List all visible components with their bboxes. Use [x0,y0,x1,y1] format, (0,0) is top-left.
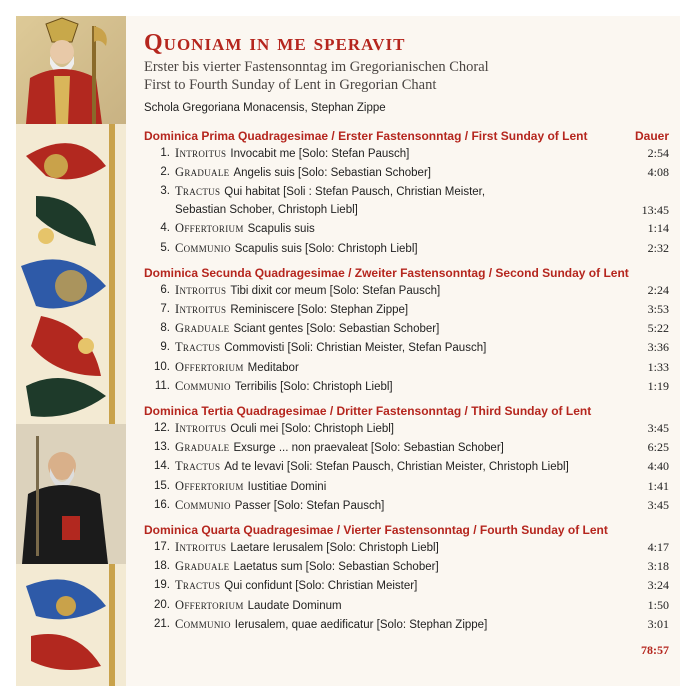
track-genre: Communio [175,497,231,512]
track-text: Meditabor [247,361,299,374]
track-duration: 4:17 [647,540,669,555]
track-number: 16. [154,498,170,511]
track-number: 19. [154,579,170,592]
track-text: Angelis suis [Solo: Sebastian Schober] [233,167,431,180]
track-row [144,457,669,476]
track-genre: Offertorium [175,478,244,493]
track-number: 9. [160,341,170,354]
track-title [175,557,625,576]
track-duration: 2:24 [647,282,669,297]
track-row [144,496,669,515]
track-text: Laetatus sum [Solo: Sebastian Schober] [233,561,439,574]
track-title [175,576,625,595]
track-number: 6. [160,283,170,296]
track-text: Ad te levavi [Soli: Stefan Pausch, Christian Meister, Christoph Liebl] [224,461,569,474]
illumination-svg [16,16,126,686]
track-row [144,239,669,258]
track-duration: 3:45 [647,497,669,512]
track-number: 12. [154,422,170,435]
track-row [144,319,669,338]
track-duration: 1:33 [647,359,669,374]
track-text: Exsurge ... non praevaleat [Solo: Sebastian Schober] [233,442,504,455]
section-heading [144,128,669,144]
subtitle-english: First to Fourth Sunday of Lent in Gregorian Chant [144,77,437,93]
track-text: Invocabit me [Solo: Stefan Pausch] [230,148,410,160]
track-genre: Graduale [175,559,230,574]
track-duration: 3:18 [647,559,669,574]
track-row [144,182,669,219]
track-title [175,239,625,258]
section-heading-text: Dominica Quarta Quadragesimae / Vierter Fastensonntag / Fourth Sunday of Lent [144,523,608,538]
track-number: 3. [160,185,170,198]
track-genre: Graduale [175,165,230,180]
track-title [175,538,625,557]
track-number: 14. [154,460,170,473]
track-number: 17. [154,541,170,554]
track-duration: 4:40 [647,459,669,474]
track-text: Passer [Solo: Stefan Pausch] [234,499,385,512]
track-title [175,596,625,615]
track-title [175,438,625,457]
track-duration: 1:41 [647,478,669,493]
track-title [175,319,625,338]
track-row [144,576,669,595]
track-row [144,538,669,557]
track-duration: 3:01 [647,616,669,631]
sections-container [144,128,669,634]
track-genre: Introitus [175,421,227,436]
track-listing [144,28,669,658]
track-title [175,338,625,357]
track-text-continued: Sebastian Schober, Christoph Liebl] [175,204,358,217]
track-title [175,300,625,319]
performers: Schola Gregoriana Monacensis, Stephan Zippe [144,102,386,114]
track-genre: Communio [175,616,231,631]
section-heading-text: Dominica Prima Quadragesimae / Erster Fastensonntag / First Sunday of Lent [144,129,588,143]
track-number: 11. [154,379,170,392]
track-duration: 5:22 [647,321,669,336]
track-row [144,377,669,396]
lower-foliage-ornament [16,564,126,686]
track-row [144,219,669,238]
track-text: Laetare Ierusalem [Solo: Christoph Liebl] [230,542,439,555]
track-genre: Communio [175,240,231,255]
track-duration: 3:45 [647,421,669,436]
track-title [175,477,625,496]
track-genre: Communio [175,378,231,393]
track-genre: Introitus [175,540,227,555]
track-genre: Graduale [175,321,230,336]
track-duration: 1:14 [647,221,669,236]
track-genre: Tractus [175,459,221,474]
track-number: 1. [160,147,170,159]
total-duration: 78:57 [641,643,669,658]
track-number: 13. [154,441,170,454]
track-row [144,163,669,182]
track-text: Laudate Dominum [247,599,342,612]
track-row [144,300,669,319]
track-number: 4. [160,222,170,235]
track-duration: 2:54 [647,146,669,160]
track-duration: 4:08 [647,165,669,180]
track-number: 8. [160,322,170,335]
track-number: 18. [154,560,170,573]
track-row [144,557,669,576]
track-title [175,219,625,238]
track-row [144,477,669,496]
track-duration: 3:53 [647,302,669,317]
track-duration: 13:45 [641,203,669,218]
bishop-saint-illumination-icon [16,16,126,124]
track-number: 21. [154,617,170,630]
section-heading [144,403,669,419]
section-heading [144,522,669,538]
track-text: Ierusalem, quae aedificatur [Solo: Stephan Zippe] [234,618,488,631]
track-number: 20. [154,598,170,611]
track-row [144,281,669,300]
track-text: Qui confidunt [Solo: Christian Meister] [224,580,418,593]
track-row [144,615,669,634]
track-text: Tibi dixit cor meum [Solo: Stefan Pausch] [230,284,441,297]
subtitle-german: Erster bis vierter Fastensonntag im Gregorianischen Choral [144,59,489,75]
track-title [175,182,625,219]
track-row [144,358,669,377]
track-title [175,419,625,438]
track-row [144,419,669,438]
track-duration: 6:25 [647,440,669,455]
track-genre: Tractus [175,184,221,199]
track-number: 10. [154,360,170,373]
track-genre: Offertorium [175,221,244,236]
illuminated-border [16,16,126,686]
track-duration: 1:50 [647,597,669,612]
track-genre: Introitus [175,282,227,297]
track-title [175,496,625,515]
track-genre: Introitus [175,302,227,317]
foliage-ornament [16,124,126,424]
track-text: Reminiscere [Solo: Stephan Zippe] [230,304,409,317]
track-row [144,596,669,615]
section-heading-text: Dominica Tertia Quadragesimae / Dritter Fastensonntag / Third Sunday of Lent [144,404,592,419]
track-number: 7. [160,303,170,316]
track-number: 15. [154,479,170,492]
track-row [144,438,669,457]
track-duration: 1:19 [647,378,669,393]
track-genre: Tractus [175,340,221,355]
track-row [144,338,669,357]
duration-column-label: Dauer [634,129,669,143]
booklet-page [16,16,680,686]
track-title [175,615,625,634]
monk-saint-illumination-icon [16,424,126,564]
section-heading-text: Dominica Secunda Quadragesimae / Zweiter Fastensonntag / Second Sunday of Lent [144,265,629,280]
track-text: Oculi mei [Solo: Christoph Liebl] [230,423,395,436]
track-genre: Graduale [175,440,230,455]
track-title [175,377,625,396]
track-text: Sciant gentes [Solo: Sebastian Schober] [233,323,440,336]
track-text: Scapulis suis [Solo: Christoph Liebl] [234,242,418,255]
track-title [175,281,625,300]
track-title [175,358,625,377]
track-text: Scapulis suis [247,223,315,236]
track-genre: Tractus [175,578,221,593]
track-genre: Offertorium [175,597,244,612]
track-title [175,457,625,476]
track-title [175,144,625,163]
album-title: Quoniam in me speravit [144,30,406,56]
track-text: Qui habitat [Soli : Stefan Pausch, Christian Meister, [224,186,486,199]
track-duration: 3:36 [647,340,669,355]
track-text: Iustitiae Domini [247,480,327,493]
track-text: Terribilis [Solo: Christoph Liebl] [234,380,393,393]
track-duration: 2:32 [647,240,669,255]
track-text: Commovisti [Soli: Christian Meister, Stefan Pausch] [224,342,487,355]
track-genre: Introitus [175,146,227,160]
track-title [175,163,625,182]
track-row [144,144,669,163]
track-number: 5. [160,241,170,254]
track-genre: Offertorium [175,359,244,374]
track-number: 2. [160,166,170,179]
section-heading [144,265,669,281]
track-duration: 3:24 [647,578,669,593]
